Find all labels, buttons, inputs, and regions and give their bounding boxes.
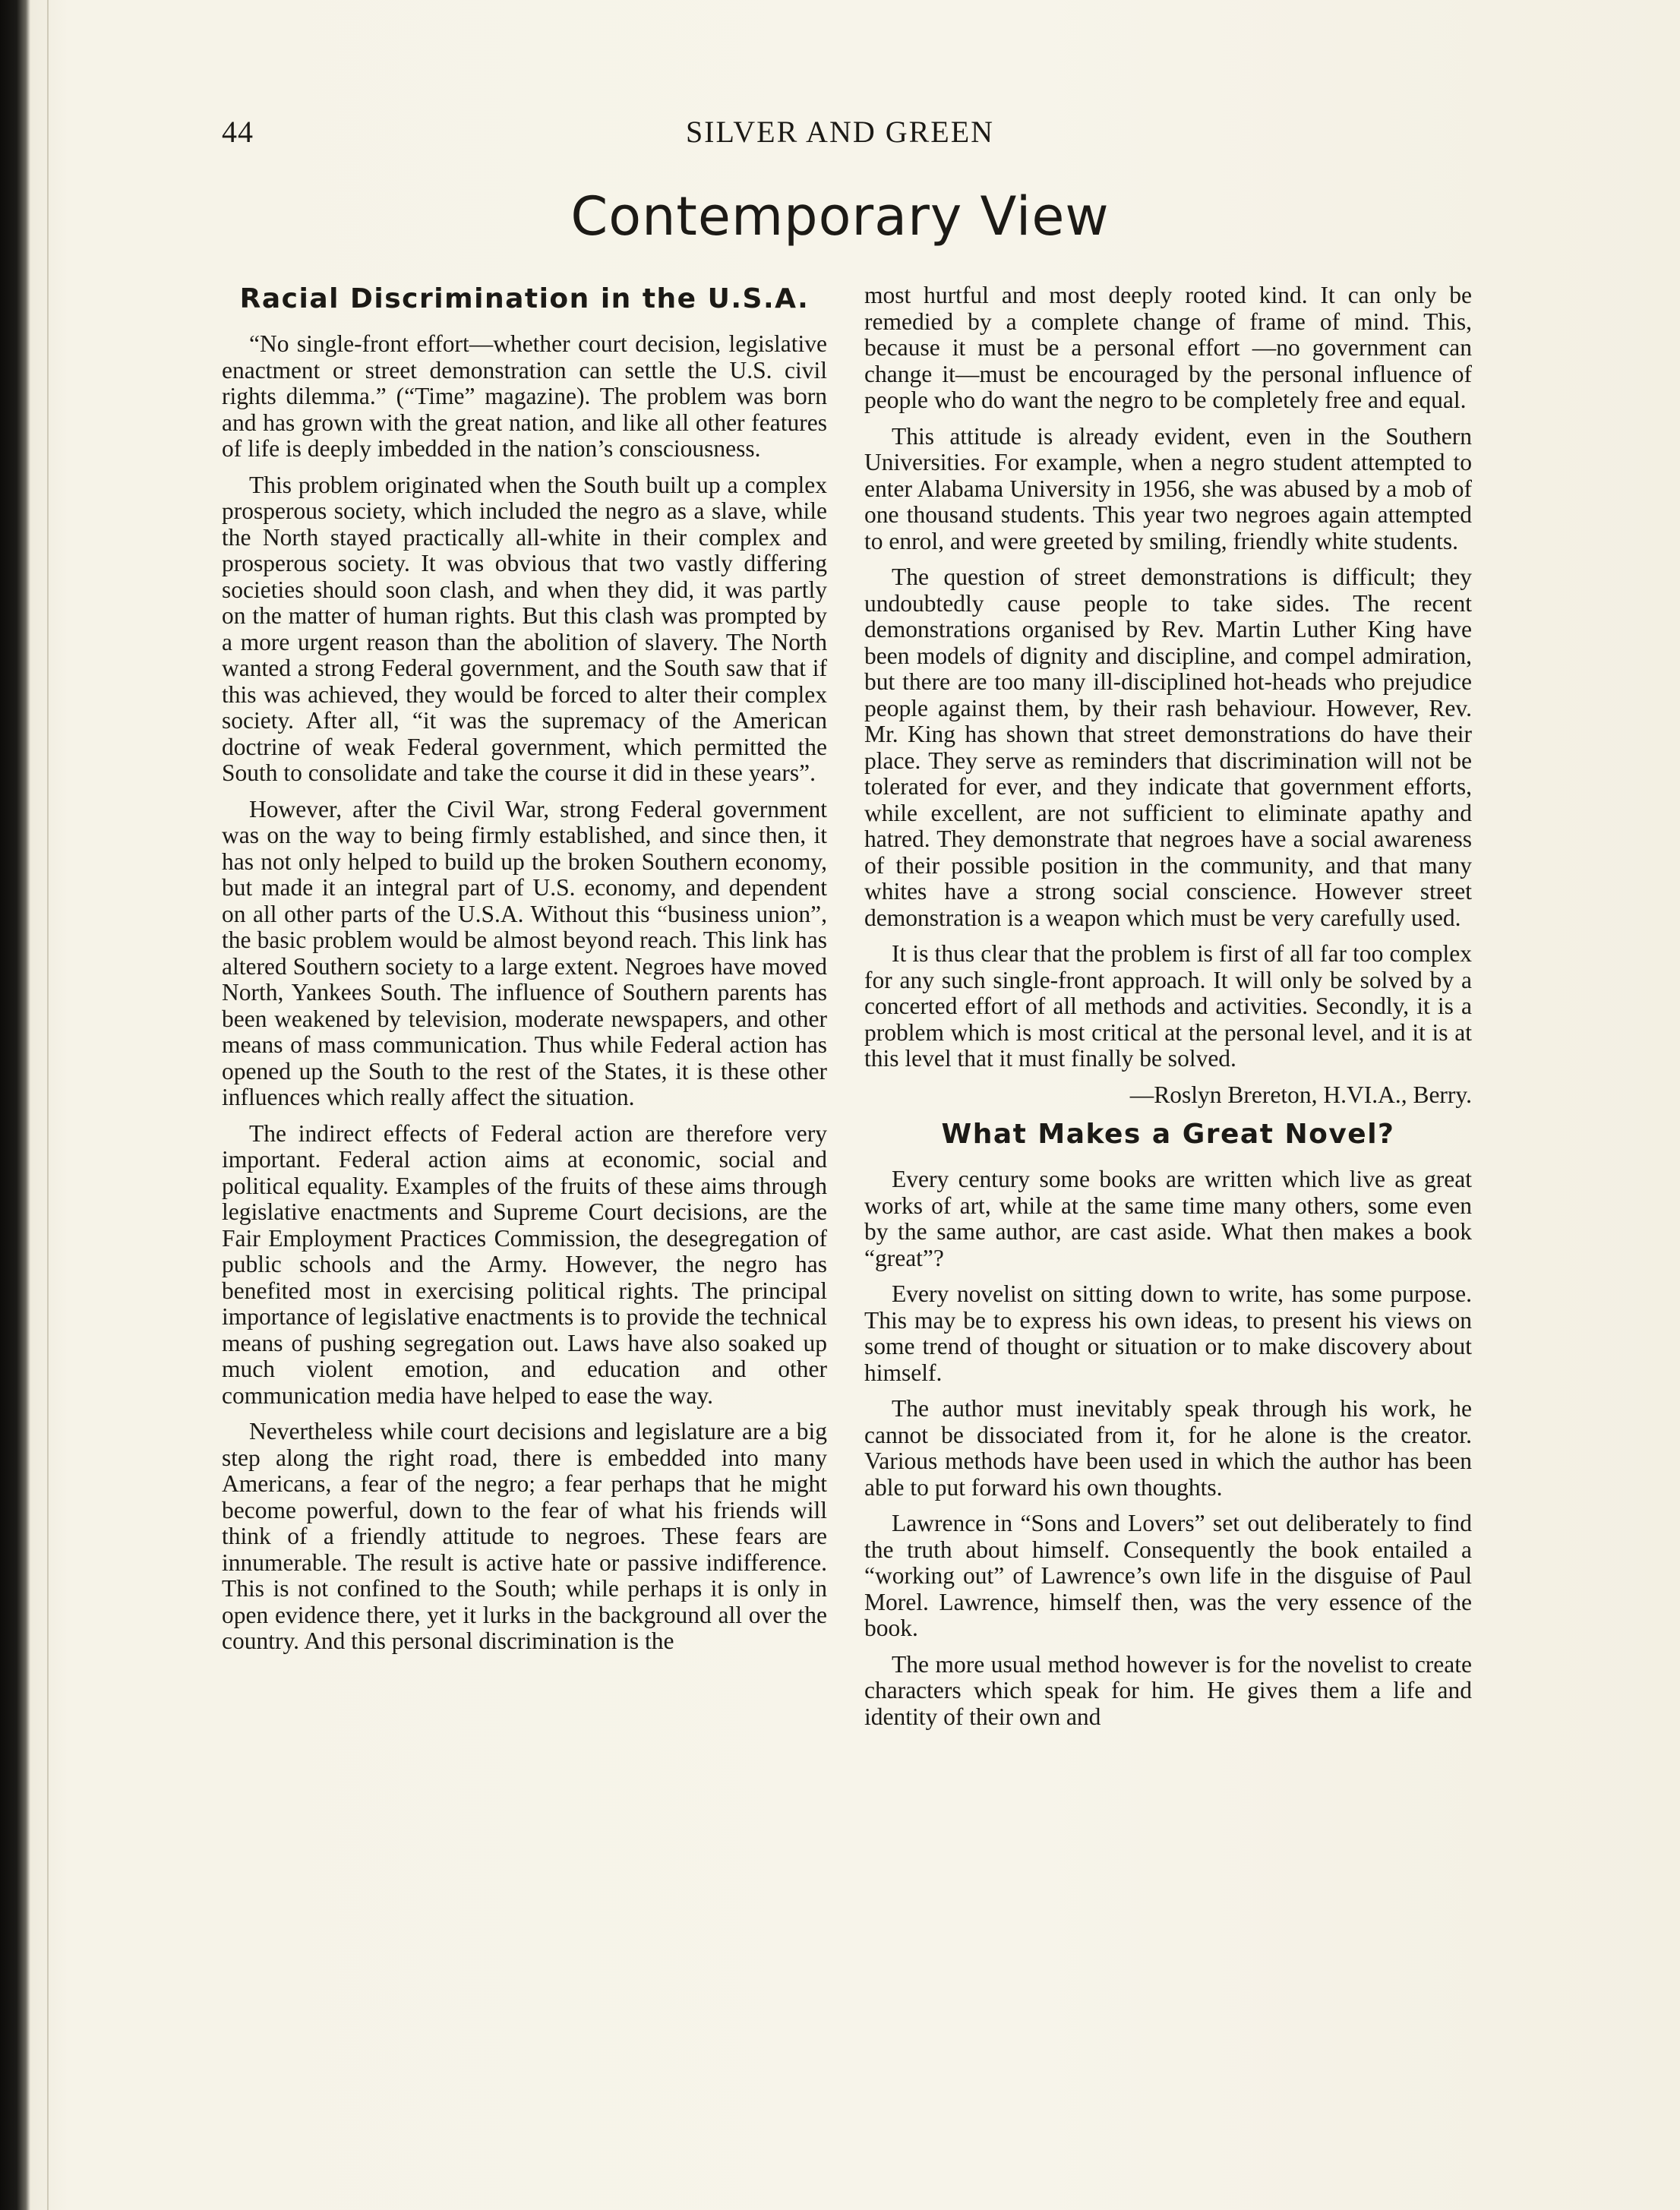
article-paragraph: Every century some books are written which live as great works of art, while at the same time many others, some even by the same author, are cast aside. What then makes a book “great”? xyxy=(864,1166,1472,1271)
article-paragraph: This attitude is already evident, even in the Southern Universities. For example, when a negro student attempted to enter Alabama University in 1956, she was abused by a mob of one thousand students. This year two negroes again attempted to enrol, and were greeted by smiling, friendly white students. xyxy=(864,422,1472,554)
article-paragraph: Nevertheless while court decisions and legislature are a big step along the right road, there is embedded into many Americans, a fear of the negro; a fear perhaps that he might become powerful, down to the fear of what his friends will think of a friendly attitude to negroes. These fears are innumerable. The result is active hate or passive indifference. This is not confined to the South; while perhaps it is only in open evidence there, yet it lurks in the background all over the country. And this personal discrimination is the xyxy=(222,1418,827,1654)
article-paragraph: The author must inevitably speak through his work, he cannot be dissociated from it, for he alone is the creator. Various methods have been used in which the author has been able to put forward his own thoughts. xyxy=(864,1395,1472,1501)
article-paragraph: Lawrence in “Sons and Lovers” set out deliberately to find the truth about himself. Consequently the book entailed a “working out” of Lawrence’s own life in the disguise of Paul Morel. Lawrence, himself then, was the very essence of the book. xyxy=(864,1510,1472,1641)
author-signature: —Roslyn Brereton, H.VI.A., Berry. xyxy=(1129,1081,1472,1108)
article-paragraph: This problem originated when the South built up a complex prosperous society, which included the negro as a slave, while the North stayed practically all-white in their complex and prosperous society. It was obvious that two vastly differing societies should soon clash, and when they did, it was partly on the matter of human rights. But this clash was prompted by a more urgent reason than the abolition of slavery. The North wanted a strong Federal government, and the South saw that if this was achieved, they would be forced to alter their complex society. After all, “it was the supremacy of the American doctrine of weak Federal government, which permitted the South to consolidate and take the course it did in these years”. xyxy=(222,471,827,786)
article-paragraph: It is thus clear that the problem is first of all far too complex for any such single-front approach. It will only be solved by a concerted effort of all methods and activities. Secondly, it is a problem which is most critical at the personal level, and it is at this level that it must finally be solved. xyxy=(864,940,1472,1072)
article-paragraph: most hurtful and most deeply rooted kind. It can only be remedied by a complete change of frame of mind. This, because it must be a personal effort —no government can change it—must be encouraged by the personal influence of people who do want the negro to be completely free and equal. xyxy=(864,282,1472,413)
article-paragraph: Every novelist on sitting down to write, has some purpose. This may be to express his own ideas, to present his views on some trend of thought or situation or to make discovery about himself. xyxy=(864,1280,1472,1386)
article-paragraph: The more usual method however is for the novelist to create characters which speak for him. He gives them a life and identity of their own and xyxy=(864,1650,1472,1730)
article-paragraph: The indirect effects of Federal action are therefore very important. Federal action aims at economic, social and political equality. Examples of the fruits of these aims through legislative enactments and Supreme Court decisions, are the Fair Employment Practices Commission, the desegregation of public schools and the Army. However, the negro has benefited most in exercising political rights. The principal importance of legislative enactments is to provide the technical means of pushing segregation out. Laws have also soaked up much violent emotion, and education and other communication media have helped to ease the way. xyxy=(222,1119,827,1409)
page-binding-shadow xyxy=(0,0,30,2210)
article-paragraph: “No single-front effort—whether court decision, legislative enactment or street demonstration can settle the U.S. civil rights dilemma.” (“Time” magazine). The problem was born and has grown with the great nation, and like all other features of life is deeply imbedded in the nation’s consciousness. xyxy=(222,330,827,462)
page-number: 44 xyxy=(222,115,254,149)
article-heading-great-novel: What Makes a Great Novel? xyxy=(941,1119,1395,1150)
page-edge-line xyxy=(47,0,49,2210)
running-head: SILVER AND GREEN xyxy=(685,115,995,149)
left-column xyxy=(222,283,827,1665)
article-paragraph: The question of street demonstrations is difficult; they undoubtedly cause people to take sides. The recent demonstrations organised by Rev. Martin Luther King have been models of dignity and discipline, and compel admiration, but there are too many ill-disciplined hot-heads who prejudice people against them, by their rash behaviour. However, Rev. Mr. King has shown that street demonstrations do have their place. They serve as reminders that discrimination will not be tolerated for ever, and they indicate that government efforts, while excellent, are not sufficient to eliminate apathy and hatred. They demonstrate that negroes have a social awareness of their possible position in the community, and that many whites have a strong social conscience. However street demonstration is a weapon which must be very carefully used. xyxy=(864,564,1472,931)
section-title: Contemporary View xyxy=(570,185,1110,248)
right-column xyxy=(864,283,1472,1740)
article-heading-racial-discrimination: Racial Discrimination in the U.S.A. xyxy=(239,283,810,314)
article-paragraph: However, after the Civil War, strong Federal government was on the way to being firmly established, and since then, it has not only helped to build up the broken Southern economy, but made it an integral part of U.S. economy, and dependent on all other parts of the U.S.A. Without this “business union”, the basic problem would be almost beyond reach. This link has altered Southern society to a large extent. Negroes have moved North, Yankees South. The influence of Southern parents has been weakened by television, moderate newspapers, and other means of mass communication. Thus while Federal action has opened up the South to the rest of the States, it is these other influences which really affect the situation. xyxy=(222,795,827,1110)
